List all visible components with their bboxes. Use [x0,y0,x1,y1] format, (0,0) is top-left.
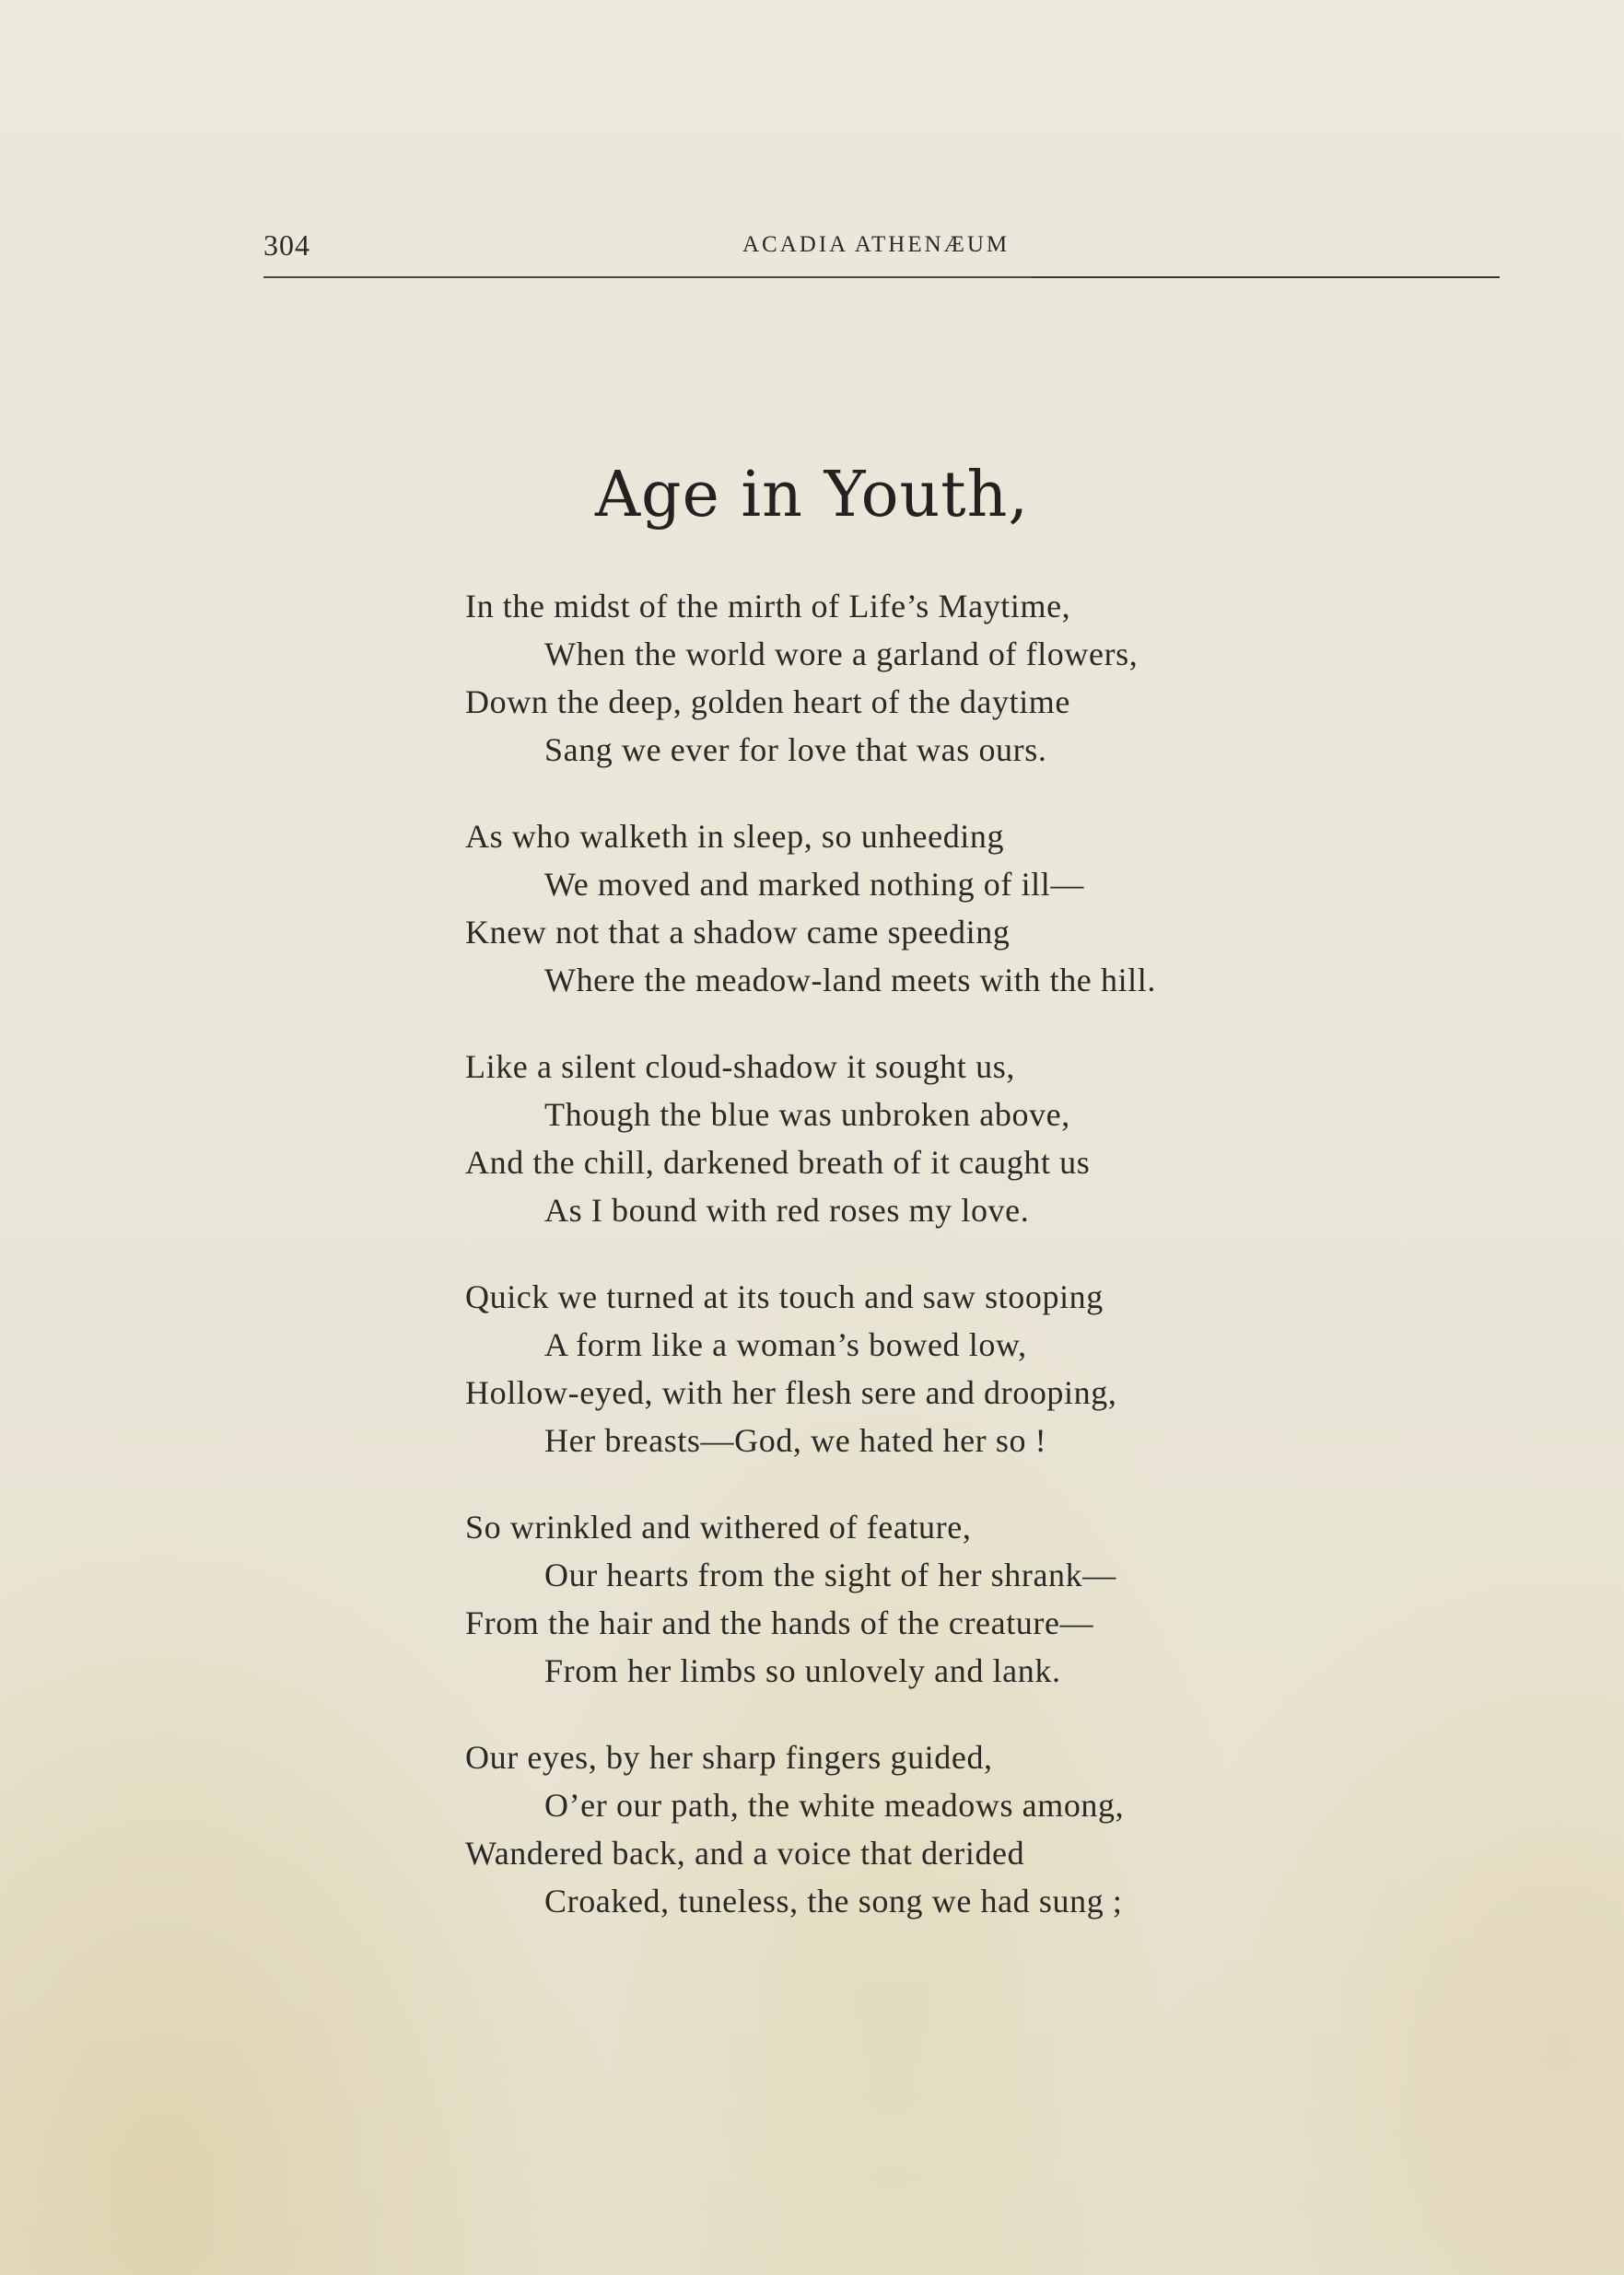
poem-line: O’er our path, the white meadows among, [544,1787,1125,1824]
poem-line: From her limbs so unlovely and lank. [544,1652,1061,1689]
stanza [465,1733,1386,1925]
poem-line: Her breasts—God, we hated her so ! [544,1422,1047,1459]
poem-line: A form like a woman’s bowed low, [544,1326,1027,1363]
poem-line: When the world wore a garland of flowers, [544,636,1139,672]
stanza [465,1273,1386,1464]
poem-line: So wrinkled and withered of feature, [465,1509,972,1546]
poem-line: Knew not that a shadow came speeding [465,914,1011,951]
poem-line: And the chill, darkened breath of it caught us [465,1144,1091,1181]
stanza [465,812,1386,1004]
poem-line: Our hearts from the sight of her shrank— [544,1557,1116,1593]
poem-line: Hollow-eyed, with her flesh sere and drooping, [465,1374,1117,1411]
poem-body [465,582,1386,1964]
poem-line: We moved and marked nothing of ill— [544,866,1084,903]
poem-line: Sang we ever for love that was ours. [544,731,1047,768]
poem-line: As who walketh in sleep, so unheeding [465,818,1005,855]
page-number: 304 [263,228,310,262]
stanza [465,582,1386,774]
header-rule-accent [1032,276,1500,278]
poem-line: Croaked, tuneless, the song we had sung ; [544,1883,1123,1919]
stanza [465,1043,1386,1234]
poem-line: Wandered back, and a voice that derided [465,1835,1025,1872]
poem-line: From the hair and the hands of the creature— [465,1604,1094,1641]
poem-title: Age in Youth, [594,459,1030,531]
poem-line: Where the meadow-land meets with the hill. [544,962,1156,998]
poem-line: Though the blue was unbroken above, [544,1096,1070,1133]
poem-line: Quick we turned at its touch and saw stooping [465,1278,1104,1315]
poem-line: Down the deep, golden heart of the daytime [465,683,1070,720]
poem-line: In the midst of the mirth of Life’s Maytime, [465,588,1071,624]
running-head [263,228,1500,269]
poem-line: Like a silent cloud-shadow it sought us, [465,1048,1015,1085]
journal-title: ACADIA ATHENÆUM [742,232,1011,257]
poem-line: As I bound with red roses my love. [544,1192,1030,1229]
poem-line: Our eyes, by her sharp fingers guided, [465,1739,993,1776]
stanza [465,1503,1386,1695]
